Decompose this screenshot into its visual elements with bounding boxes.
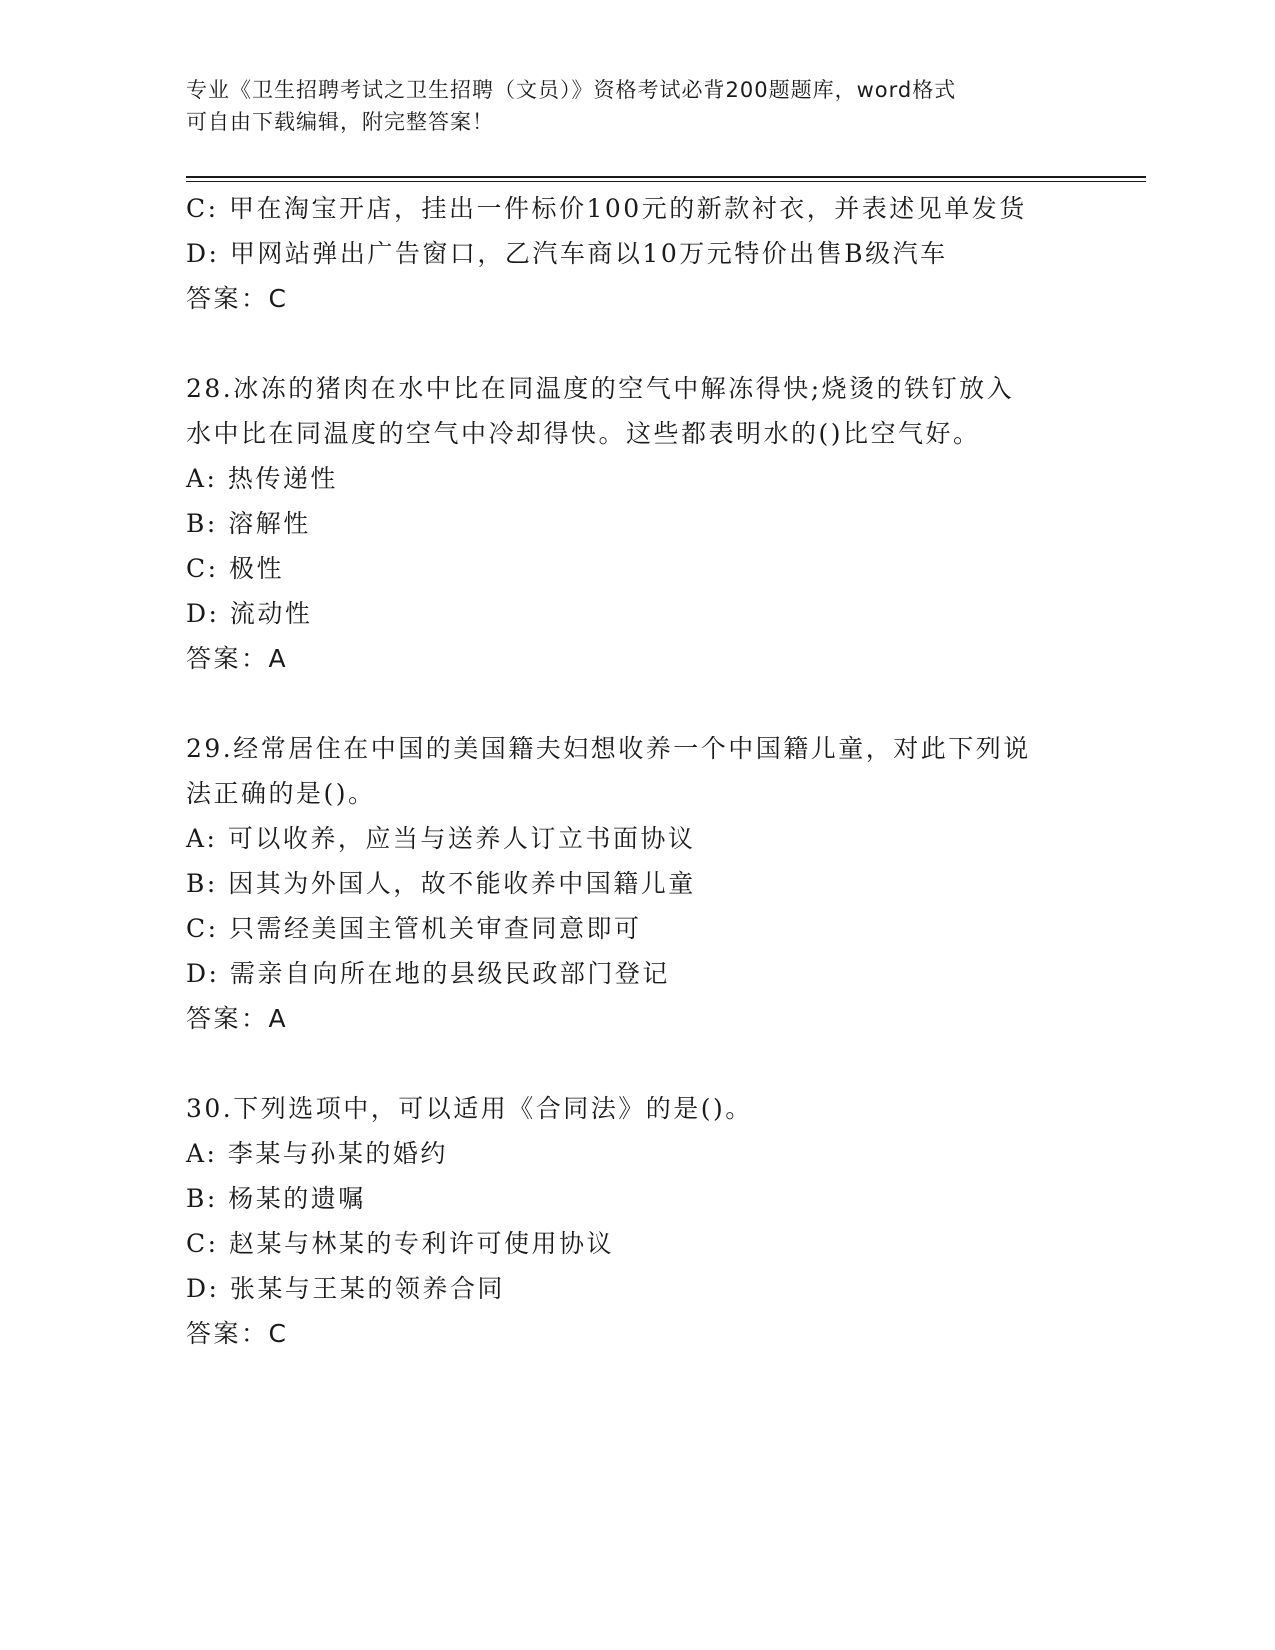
option-a: A: 可以收养，应当与送养人订立书面协议 [186, 824, 696, 853]
question-stem: 水中比在同温度的空气中冷却得快。这些都表明水的()比空气好。 [186, 419, 981, 448]
option-c: C: 极性 [186, 554, 284, 583]
option-c: C: 赵某与林某的专利许可使用协议 [186, 1229, 614, 1258]
header-divider-thick [186, 176, 1146, 178]
spacer [186, 681, 1086, 726]
option-d: D: 张某与王某的领养合同 [186, 1274, 505, 1303]
option-d: D: 甲网站弹出广告窗口，乙汽车商以10万元特价出售B级汽车 [186, 239, 948, 268]
question-stem: 30.下列选项中，可以适用《合同法》的是()。 [186, 1094, 753, 1123]
spacer [186, 321, 1086, 366]
header-line-2: 可自由下载编辑，附完整答案！ [186, 110, 494, 134]
header-divider-thin [186, 181, 1146, 182]
question-28 [186, 366, 1086, 681]
spacer [186, 1041, 1086, 1086]
question-stem: 29.经常居住在中国的美国籍夫妇想收养一个中国籍儿童，对此下列说 [186, 734, 1031, 763]
option-d: D: 需亲自向所在地的县级民政部门登记 [186, 959, 670, 988]
option-a: A: 热传递性 [186, 464, 338, 493]
answer: 答案：A [186, 1004, 289, 1033]
option-b: B: 杨某的遗嘱 [186, 1184, 366, 1213]
option-c: C: 只需经美国主管机关审查同意即可 [186, 914, 642, 943]
answer: 答案：A [186, 644, 289, 673]
option-b: B: 溶解性 [186, 509, 311, 538]
option-a: A: 李某与孙某的婚约 [186, 1139, 448, 1168]
answer: 答案：C [186, 284, 289, 313]
continued-question [186, 186, 1086, 321]
question-list [186, 186, 1086, 1356]
question-30 [186, 1086, 1086, 1356]
answer: 答案：C [186, 1319, 289, 1348]
option-c: C: 甲在淘宝开店，挂出一件标价100元的新款衬衣，并表述见单发货 [186, 194, 1027, 223]
header-line-1: 专业《卫生招聘考试之卫生招聘（文员）》资格考试必背200题题库，word格式 [186, 78, 957, 102]
option-d: D: 流动性 [186, 599, 313, 628]
question-29 [186, 726, 1086, 1041]
option-b: B: 因其为外国人，故不能收养中国籍儿童 [186, 869, 696, 898]
question-stem: 法正确的是()。 [186, 779, 376, 808]
document-header [186, 74, 1066, 138]
question-stem: 28.冰冻的猪肉在水中比在同温度的空气中解冻得快;烧烫的铁钉放入 [186, 374, 1015, 403]
